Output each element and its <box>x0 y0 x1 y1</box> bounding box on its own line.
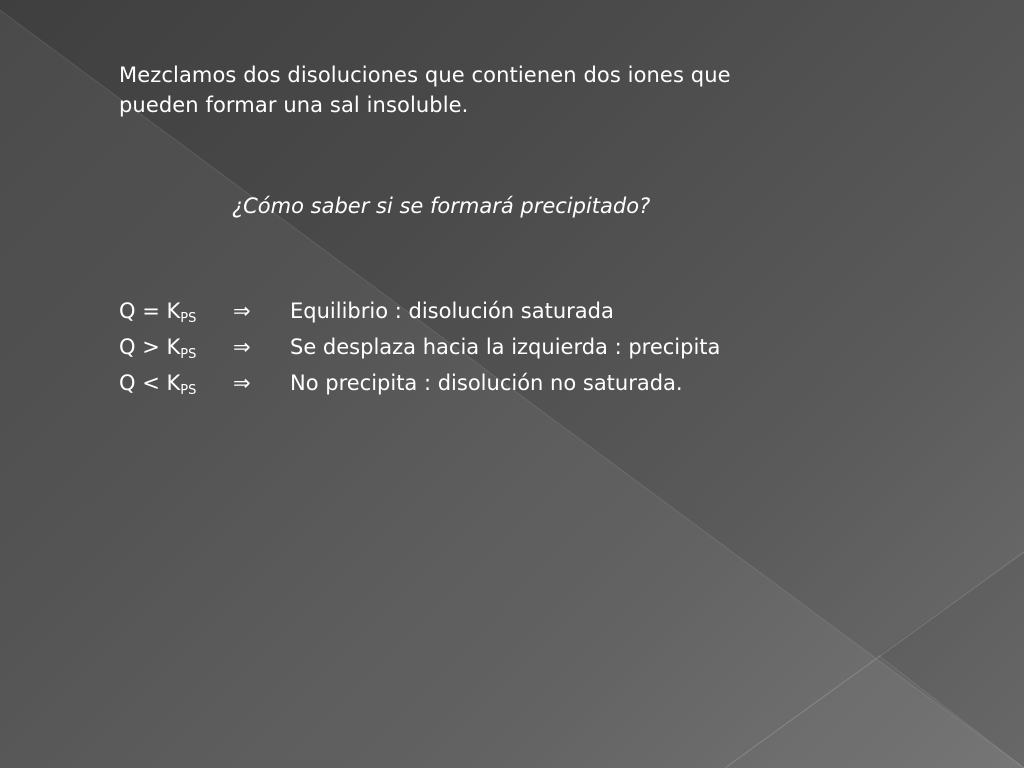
intro-paragraph <box>119 60 919 120</box>
rule-k-subscript: PS <box>180 383 197 398</box>
rule-result: Equilibrio : disolución saturada <box>290 299 614 323</box>
rule-result: Se desplaza hacia la izquierda : precipita <box>290 335 721 359</box>
rule-k-subscript: PS <box>180 311 197 326</box>
rule-operator: > <box>142 335 160 359</box>
rule-operator: = <box>142 299 160 323</box>
rule-q: Q <box>119 371 136 395</box>
rule-condition <box>119 332 196 370</box>
rule-q: Q <box>119 299 136 323</box>
rule-q: Q <box>119 335 136 359</box>
intro-line-2: pueden formar una sal insoluble. <box>119 93 469 117</box>
rule-condition <box>119 368 196 406</box>
rule-result: No precipita : disolución no saturada. <box>290 371 683 395</box>
rule-operator: < <box>142 371 160 395</box>
implies-arrow: ⇒ <box>233 371 251 395</box>
rule-condition <box>119 296 196 334</box>
rule-k: K <box>166 335 181 359</box>
rule-k: K <box>166 299 181 323</box>
rule-k-subscript: PS <box>180 347 197 362</box>
rule-k: K <box>166 371 181 395</box>
question-text: ¿Cómo saber si se formará precipitado? <box>232 194 651 218</box>
intro-line-1: Mezclamos dos disoluciones que contienen dos iones que <box>119 63 731 87</box>
implies-arrow: ⇒ <box>233 335 251 359</box>
implies-arrow: ⇒ <box>233 299 251 323</box>
